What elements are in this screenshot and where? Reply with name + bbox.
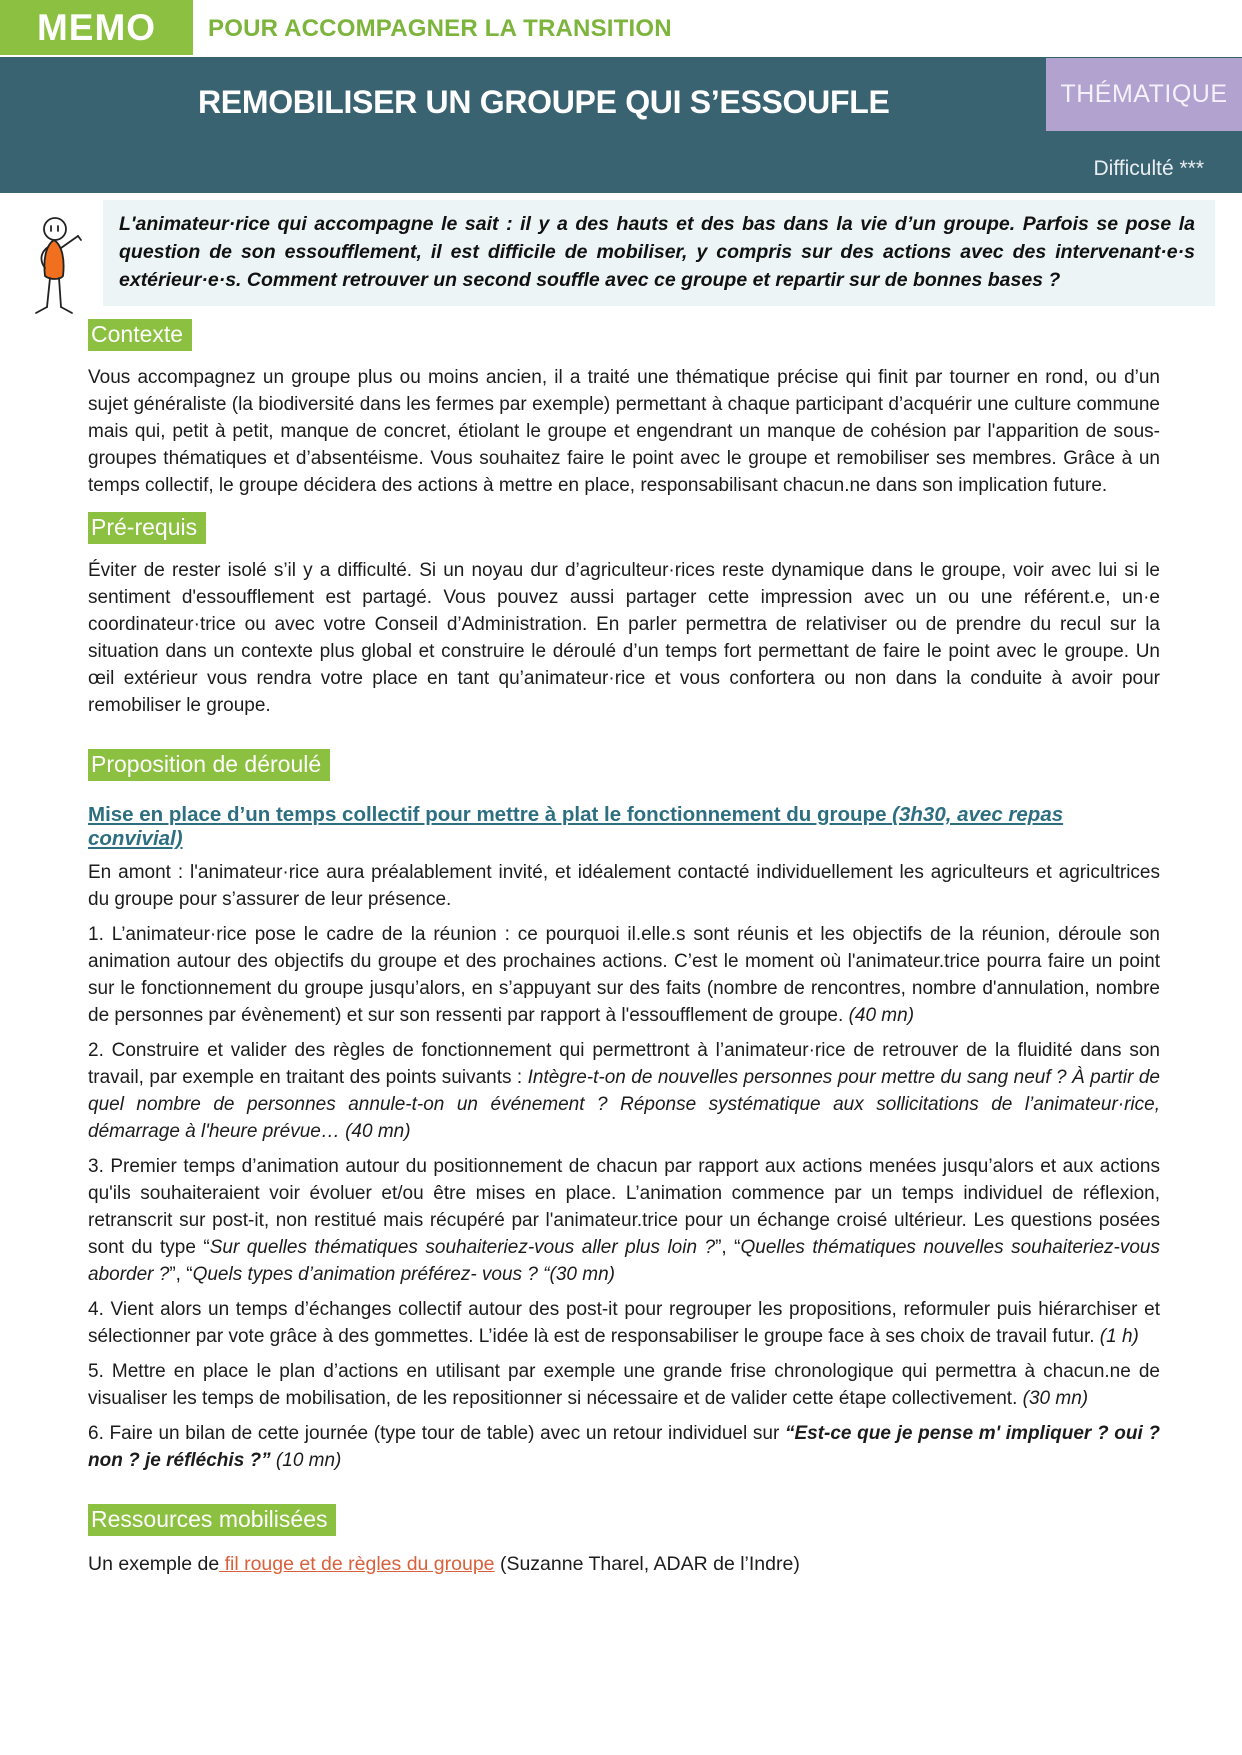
page-title: REMOBILISER UN GROUPE QUI S’ESSOUFLE bbox=[198, 84, 890, 120]
section-heading-deroule: Proposition de déroulé bbox=[88, 749, 330, 781]
section-heading-contexte: Contexte bbox=[88, 319, 192, 351]
resources-line: Un exemple de fil rouge et de règles du groupe (Suzanne Tharel, ADAR de l’Indre) bbox=[88, 1553, 800, 1575]
tagline: POUR ACCOMPAGNER LA TRANSITION bbox=[208, 15, 672, 42]
intro-callout bbox=[103, 200, 1215, 306]
section-heading-ressources: Ressources mobilisées bbox=[88, 1504, 336, 1536]
deroule-step-5: 5. Mettre en place le plan d’actions en utilisant par exemple une grande frise chronologique qui permettra à chacun.ne de visualiser les temps de mobilisation, de les repositionner si nécessaire et de valider cette étape collectivement. (30 mn) bbox=[88, 1361, 1160, 1409]
deroule-step-2: 2. Construire et valider des règles de fonctionnement qui permettront à l’animateur·rice de retrouver de la fluidité dans son travail, par exemple en traitant des points suivants : Intègre-t-on de nouvelles personnes pour mettre du sang neuf ? À partir de quel nombre de personnes annule-t-on un événement ? Réponse systématique aux sollicitations de l’animateur·rice, démarrage à l'heure prévue… (40 mn) bbox=[88, 1040, 1160, 1142]
title-banner bbox=[0, 57, 1242, 193]
deroule-step-4: 4. Vient alors un temps d’échanges collectif autour des post-it pour regrouper les propositions, reformuler puis hiérarchiser et sélectionner par vote grâce à des gommettes. L’idée là est de responsabiliser le groupe face à ses choix de travail futur. (1 h) bbox=[88, 1299, 1160, 1347]
deroule-subheading: Mise en place d’un temps collectif pour mettre à plat le fonctionnement du groupe (3h30, avec repas convivial) bbox=[88, 803, 1064, 850]
memo-badge bbox=[0, 0, 193, 55]
top-strip bbox=[0, 0, 1242, 57]
intro-section bbox=[0, 200, 1242, 306]
memo-label: MEMO bbox=[36, 6, 157, 48]
resource-link[interactable]: fil rouge et de règles du groupe bbox=[219, 1553, 495, 1575]
intro-text: L'animateur·rice qui accompagne le sait : il y a des hauts et des bas dans la vie d’un groupe. Parfois se pose la question de son essoufflement, il est difficile de mobiliser, y compris sur des actions avec des intervenant·e·s extérieur·e·s. Comment retrouver un second souffle avec ce groupe et repartir sur de bonnes bases ? bbox=[119, 213, 1195, 291]
thematique-badge: THÉMATIQUE bbox=[1046, 58, 1242, 131]
document-body bbox=[88, 306, 1160, 1576]
stick-figure-icon bbox=[18, 214, 90, 320]
deroule-step-6: 6. Faire un bilan de cette journée (type tour de table) avec un retour individuel sur “Est-ce que je pense m' impliquer ? oui ? non ? je réfléchis ?” (10 mn) bbox=[88, 1423, 1160, 1471]
deroule-step-3: 3. Premier temps d’animation autour du positionnement de chacun par rapport aux actions menées jusqu’alors et aux actions qu'ils souhaiteraient voir évoluer et/ou être mises en place. L’animation commence par un temps individuel de réflexion, retranscrit sur post-it, non restitué mais récupéré par l'animateur.trice pour un échange croisé ultérieur. Les questions posées sont du type “Sur quelles thématiques souhaiteriez-vous aller plus loin ?”, “Quelles thématiques nouvelles souhaiteriez-vous aborder ?”, “Quels types d’animation préférez- vous ? “(30 mn) bbox=[88, 1156, 1161, 1285]
deroule-step-1: 1. L’animateur·rice pose le cadre de la réunion : ce pourquoi il.elle.s sont réunis et les objectifs de la réunion, déroule son animation autour des objectifs du groupe et des prochaines actions. C’est le moment où l'animateur.trice pourra faire un point sur le fonctionnement du groupe jusqu’alors, en s’appuyant sur des faits (nombre de rencontres, nombre d'annulation, nombre de personnes par évènement) et sur son ressenti par rapport à l'essoufflement de groupe. (40 mn) bbox=[88, 924, 1160, 1026]
deroule-intro-paragraph: En amont : l'animateur·rice aura préalablement invité, et idéalement contacté individuellement les agriculteurs et agricultrices du groupe pour s’assurer de leur présence. bbox=[88, 862, 1160, 910]
section-heading-prerequis: Pré-requis bbox=[88, 512, 206, 544]
prerequis-paragraph: Éviter de rester isolé s’il y a difficulté. Si un noyau dur d’agriculteur·rices reste dynamique dans le groupe, voir avec lui si le sentiment d'essoufflement est partagé. Vous pouvez aussi partager cette impression avec un ou une référent.e, un·e coordinateur·trice ou avec votre Conseil d’Administration. En parler permettra de relativiser ou de prendre du recul sur la situation dans un contexte plus global et construire le déroulé d’un temps fort permettant de faire le point avec le groupe. Un œil extérieur vous rendra votre place en tant qu’animateur·rice et vous confortera ou non dans la conduite à avoir pour remobiliser le groupe. bbox=[88, 560, 1160, 716]
difficulty-label: Difficulté *** bbox=[1093, 157, 1204, 180]
contexte-paragraph: Vous accompagnez un groupe plus ou moins ancien, il a traité une thématique précise qui finit par tourner en rond, ou d’un sujet généraliste (la biodiversité dans les fermes par exemple) permettant à chaque participant d’acquérir une culture commune mais qui, petit à petit, manque de concret, étiolant le groupe et engendrant un manque de cohésion par l'apparition de sous-groupes thématiques et d’absentéisme. Vous souhaitez faire le point avec le groupe et remobiliser ses membres. Grâce à un temps collectif, le groupe décidera des actions à mettre en place, responsabilisant chacun.ne dans son implication future. bbox=[88, 367, 1160, 496]
